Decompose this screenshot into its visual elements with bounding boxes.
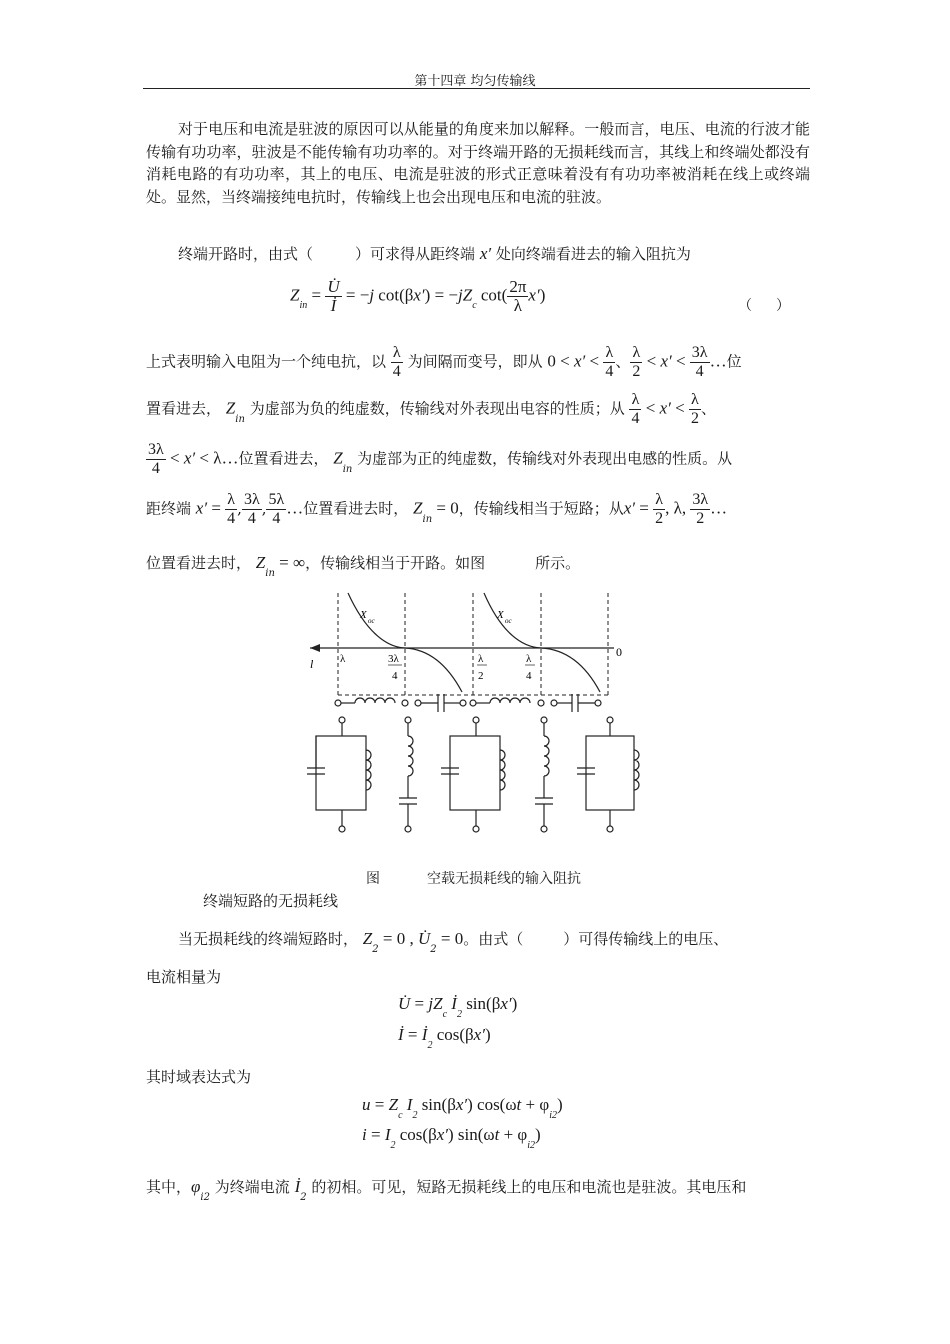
- line-capacitive: 置看进去， $Z_{in}$ 为虚部为负的纯虚数，传输线对外表现出电容的性质；从 $\frac{\lambda}{4}$ < x′ < $\frac{\lambda}{2}$ 、: [146, 391, 716, 427]
- tick-l4-num: λ: [526, 653, 532, 665]
- line-sign-change: 上式表明输入电阻为一个纯电抗，以 $\frac{\lambda}{4}$ 为间隔而变号，即从 0 < x′ < $\frac{\lambda}{4}$ 、 $\frac{\lambda}{2}$ < x′ < $\frac{3\lambda}{4}$ …位: [146, 344, 742, 380]
- axis-label-zero: 0: [616, 645, 622, 659]
- header-rule: [143, 88, 810, 89]
- curve-label-1-sub: oc: [368, 617, 375, 625]
- series-elements-row: [335, 694, 601, 712]
- figure-caption-label: 图: [366, 871, 380, 887]
- line-short-circuit-condition: 当无损耗线的终端短路时， $Z_2 = 0$ , $U̇_2 = 0$。由式（ ）可得传输线上的电压、: [178, 929, 729, 955]
- line-open-equivalent: 位置看进去时， $Z_{in}$ = ∞，传输线相当于开路。如图 所示。: [146, 553, 581, 579]
- section-heading-short-circuit: 终端短路的无损耗线: [203, 892, 339, 910]
- line-initial-phase: 其中，$\varphi_{i2}$ 为终端电流 $İ_2$ 的初相。可见，短路无损耗线上的电压和电流也是驻波。其电压和: [146, 1177, 747, 1203]
- equation-input-impedance-open: $Z_{in}$ = $\frac{U̇}{İ}$ = −j $\cot(\beta x') = -jZ_c$ cot( $\frac{2\pi}{\lambda}$ x′): [290, 277, 546, 315]
- paragraph-open-circuit-intro: 终端开路时，由式（ ）可求得从距终端 x′ 处向终端看进去的输入阻抗为: [178, 244, 691, 263]
- paragraph-standing-wave-energy: 对于电压和电流是驻波的原因可以从能量的角度来加以解释。一般而言，电压、电流的行波才能传输有功功率，驻波是不能传输有功功率的。对于终端开路的无损耗线而言，其线上和终端处都没有消耗电路的有功功率，其上的电压、电流是驻波的形式正意味着没有有功功率被消耗在线上或终端处。显然，当终端接纯电抗时，传输线上也会出现电压和电流的驻波。: [146, 120, 810, 206]
- tick-l4-den: 4: [526, 670, 532, 682]
- reactance-curve-2: [484, 593, 600, 692]
- equation-number-1: （ ）: [738, 298, 790, 314]
- curve-label-2: X: [497, 609, 504, 621]
- line-inductive: $\frac{3\lambda}{4}$ < x′ < λ…位置看进去， $Z_{in}$ 为虚部为正的纯虚数，传输线对外表现出电感的性质。从: [148, 441, 733, 477]
- tick-l2-num: λ: [478, 653, 484, 665]
- line-time-domain-intro: 其时域表达式为: [146, 1068, 252, 1086]
- line-phasor-intro: 电流相量为: [146, 968, 222, 986]
- equation-current-time: $i = I_2$ cos(βx′) $\sin(\omega t + \varphi_{i2})$: [362, 1125, 541, 1151]
- tick-3l-den: 4: [392, 670, 398, 682]
- equivalent-circuits: [307, 717, 639, 832]
- equation-current-phasor: İ = $İ_2$ cos(βx′): [398, 1025, 491, 1051]
- axis-label-l: l: [310, 657, 314, 671]
- tick-lambda: λ: [340, 653, 346, 665]
- equation-voltage-phasor: U̇ = $jZ_c$ $İ_2$ sin(βx′): [398, 994, 518, 1020]
- dashed-guides: [338, 593, 608, 695]
- curve-label-1: X: [360, 609, 367, 621]
- equation-voltage-time: $u = Z_c$ $I_2$ sin(βx′) $\cos(\omega t + \varphi_{i2})$: [362, 1095, 563, 1121]
- line-short-equivalent: 距终端 x′ = $\frac{\lambda}{4}$ , $\frac{3\lambda}{4}$ , $\frac{5\lambda}{4}$ …位置看进去时， $Z_{in} = 0$，传输线相当于短路；从x′ = $\frac{\lambda}{2}$ , λ, $\frac{3\lambda}{2}$ …: [146, 491, 728, 527]
- tick-l2-den: 2: [478, 670, 484, 682]
- axis-arrow: [310, 644, 320, 652]
- figure-open-line-input-impedance: [300, 590, 640, 845]
- curve-label-2-sub: oc: [505, 617, 512, 625]
- page-header: 第十四章 均匀传输线: [414, 74, 536, 89]
- tick-3l-num: 3λ: [388, 653, 399, 665]
- figure-caption-text: 空载无损耗线的输入阻抗: [427, 871, 581, 887]
